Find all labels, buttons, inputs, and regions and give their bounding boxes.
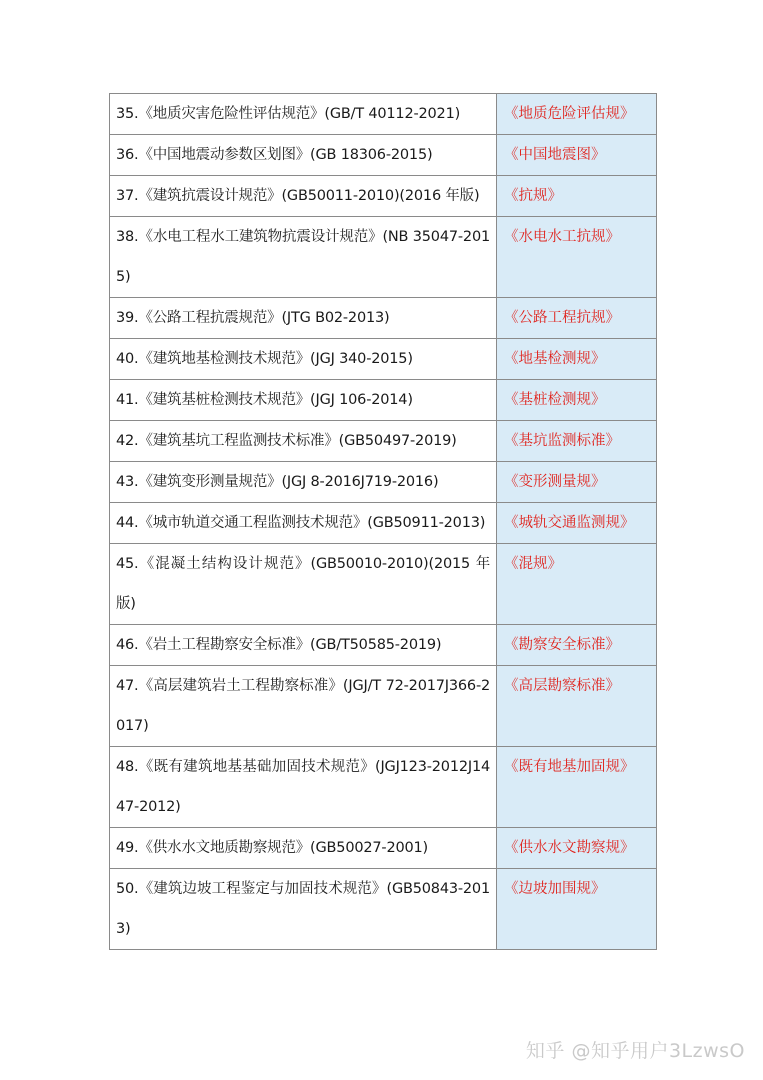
zhihu-watermark: 知乎 @知乎用户3LzwsO <box>525 1040 745 1062</box>
standard-cell: 45.《混凝土结构设计规范》(GB50010-2010)(2015 年版) <box>110 544 497 625</box>
abbreviation-cell: 《供水水文勘察规》 <box>497 828 657 869</box>
standard-cell: 35.《地质灾害危险性评估规范》(GB/T 40112-2021) <box>110 94 497 135</box>
table-row <box>110 298 657 339</box>
abbreviation-cell: 《混规》 <box>497 544 657 625</box>
abbreviation-cell: 《抗规》 <box>497 176 657 217</box>
standards-table-body <box>110 94 657 950</box>
standard-cell: 50.《建筑边坡工程鉴定与加固技术规范》(GB50843-2013) <box>110 869 497 950</box>
table-row <box>110 462 657 503</box>
standard-cell: 44.《城市轨道交通工程监测技术规范》(GB50911-2013) <box>110 503 497 544</box>
standard-cell: 36.《中国地震动参数区划图》(GB 18306-2015) <box>110 135 497 176</box>
abbreviation-cell: 《高层勘察标准》 <box>497 666 657 747</box>
abbreviation-cell: 《边坡加围规》 <box>497 869 657 950</box>
table-row <box>110 135 657 176</box>
table-row <box>110 503 657 544</box>
standard-cell: 39.《公路工程抗震规范》(JTG B02-2013) <box>110 298 497 339</box>
standard-cell: 46.《岩土工程勘察安全标准》(GB/T50585-2019) <box>110 625 497 666</box>
standard-cell: 43.《建筑变形测量规范》(JGJ 8-2016J719-2016) <box>110 462 497 503</box>
standard-cell: 41.《建筑基桩检测技术规范》(JGJ 106-2014) <box>110 380 497 421</box>
abbreviation-cell: 《勘察安全标准》 <box>497 625 657 666</box>
standards-table <box>109 93 657 950</box>
table-row <box>110 747 657 828</box>
standard-cell: 49.《供水水文地质勘察规范》(GB50027-2001) <box>110 828 497 869</box>
abbreviation-cell: 《水电水工抗规》 <box>497 217 657 298</box>
table-row <box>110 544 657 625</box>
abbreviation-cell: 《城轨交通监测规》 <box>497 503 657 544</box>
table-row <box>110 625 657 666</box>
standard-cell: 37.《建筑抗震设计规范》(GB50011-2010)(2016 年版) <box>110 176 497 217</box>
table-row <box>110 176 657 217</box>
table-row <box>110 217 657 298</box>
abbreviation-cell: 《基桩检测规》 <box>497 380 657 421</box>
abbreviation-cell: 《地质危险评估规》 <box>497 94 657 135</box>
table-row <box>110 828 657 869</box>
table-row <box>110 421 657 462</box>
abbreviation-cell: 《中国地震图》 <box>497 135 657 176</box>
standard-cell: 42.《建筑基坑工程监测技术标准》(GB50497-2019) <box>110 421 497 462</box>
table-row <box>110 666 657 747</box>
abbreviation-cell: 《变形测量规》 <box>497 462 657 503</box>
abbreviation-cell: 《公路工程抗规》 <box>497 298 657 339</box>
table-row <box>110 380 657 421</box>
abbreviation-cell: 《基坑监测标准》 <box>497 421 657 462</box>
abbreviation-cell: 《地基检测规》 <box>497 339 657 380</box>
standard-cell: 40.《建筑地基检测技术规范》(JGJ 340-2015) <box>110 339 497 380</box>
standard-cell: 38.《水电工程水工建筑物抗震设计规范》(NB 35047-2015) <box>110 217 497 298</box>
abbreviation-cell: 《既有地基加固规》 <box>497 747 657 828</box>
table-row <box>110 339 657 380</box>
standard-cell: 48.《既有建筑地基基础加固技术规范》(JGJ123-2012J1447-2012) <box>110 747 497 828</box>
standard-cell: 47.《高层建筑岩土工程勘察标准》(JGJ/T 72-2017J366-2017) <box>110 666 497 747</box>
table-row <box>110 869 657 950</box>
table-row <box>110 94 657 135</box>
